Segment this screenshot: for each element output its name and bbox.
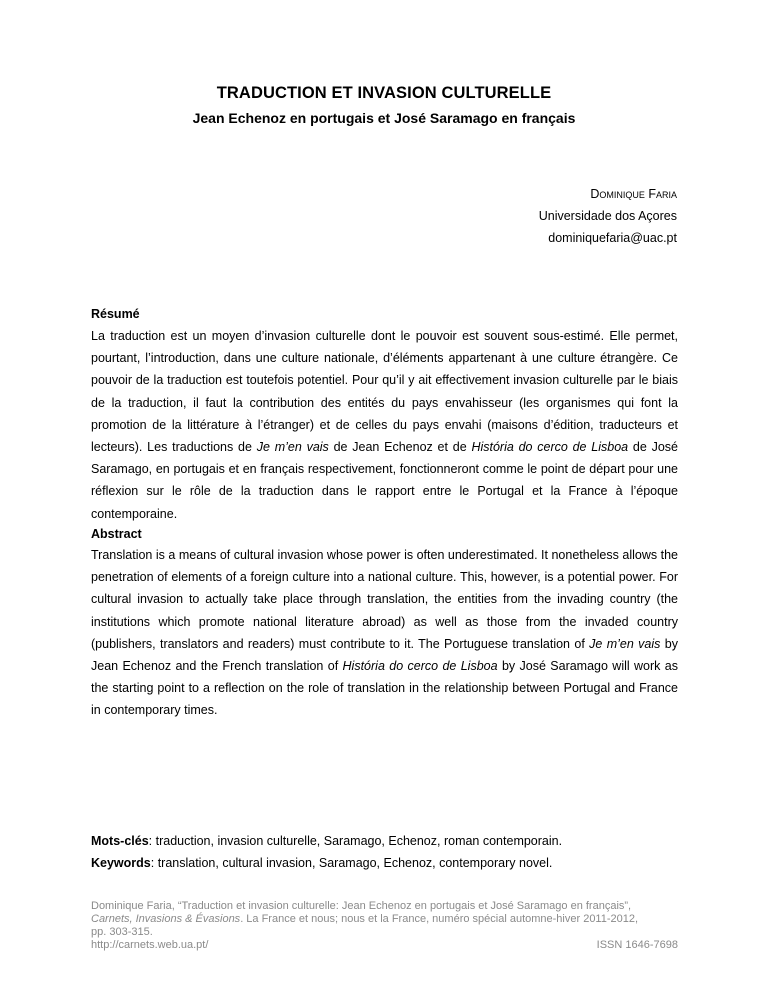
- author-email: dominiquefaria@uac.pt: [548, 231, 677, 245]
- footer-url[interactable]: http://carnets.web.ua.pt/: [91, 939, 209, 951]
- keywords-en-values: : translation, cultural invasion, Saramago, Echenoz, contemporary novel.: [150, 856, 553, 870]
- author-name: Dominique Faria: [590, 187, 677, 201]
- author-block: [539, 183, 677, 249]
- abstract-heading: Abstract: [91, 527, 142, 541]
- footer-journal-line: [91, 913, 678, 926]
- resume-book-title-b: História do cerco de Lisboa: [471, 440, 629, 455]
- footer-citation: Dominique Faria, “Traduction et invasion culturelle: Jean Echenoz en portugais et José Saramago en français”,: [91, 900, 632, 912]
- keywords-fr: [91, 830, 562, 852]
- resume-text-3: de José Saramago, en portugais et en français respectivement, fonctionneront comme le point de départ pour une réflexion sur le rôle de la traduction dans le rapport entre le Portugal et la France à l’époque contemporaine.: [91, 440, 678, 521]
- resume-paragraph: [91, 325, 678, 525]
- keywords-en-label: Keywords: [91, 856, 151, 870]
- footer-journal: Carnets, Invasions & Évasions: [91, 913, 241, 925]
- abstract-text-1: Translation is a means of cultural invasion whose power is often underestimated. It nonetheless allows the penetration of elements of a foreign culture into a national culture. This, however, is a potential power. For cultural invasion to actually take place through translation, the entities from the invading country (the institutions which promote national literature abroad) as well as those from the invaded country (publishers, translators and readers) must contribute to it. The Portuguese translation of: [91, 548, 678, 651]
- paper-title: TRADUCTION ET INVASION CULTURELLE: [216, 84, 552, 102]
- keywords-en: [91, 852, 552, 874]
- footer-issn: ISSN 1646-7698: [596, 939, 678, 951]
- keywords-fr-label: Mots-clés: [91, 834, 149, 848]
- resume-book-title-a: Je m’en vais: [256, 440, 329, 455]
- author-affiliation: Universidade dos Açores: [538, 209, 677, 223]
- resume-text-1: La traduction est un moyen d’invasion culturelle dont le pouvoir est souvent sous-estimé. Elle permet, pourtant, l’introduction, dans une culture nationale, d’éléments appartenant à une culture étrangère. Ce pouvoir de la traduction est toutefois potentiel. Pour qu’il y ait effectivement invasion culturelle par le biais de la traduction, il faut la contribution des entités du pays envahisseur (les organismes qui font la promotion de la littérature à l’étranger) et de celles du pays envahi (maisons d’édition, traducteurs et lecteurs). Les traductions de: [91, 329, 678, 455]
- resume-heading: Résumé: [91, 307, 140, 321]
- abstract-text-2: by Jean Echenoz and the French translation of: [91, 636, 678, 674]
- abstract-text-3: by José Saramago will work as the starting point to a reflection on the role of translation in the relationship between Portugal and France in contemporary times.: [91, 659, 678, 718]
- keywords-fr-values: : traduction, invasion culturelle, Saramago, Echenoz, roman contemporain.: [148, 834, 563, 848]
- page-footer: [91, 900, 678, 952]
- abstract-paragraph: [91, 544, 678, 722]
- paper-subtitle: Jean Echenoz en portugais et José Saramago en français: [192, 110, 576, 126]
- abstract-book-title-b: História do cerco de Lisboa: [342, 659, 498, 674]
- footer-pages: pp. 303-315.: [91, 926, 153, 938]
- abstract-book-title-a: Je m’en vais: [589, 636, 661, 651]
- resume-text-2: de Jean Echenoz et de: [328, 440, 472, 455]
- footer-bottom-row: [91, 939, 678, 952]
- footer-issue: . La France et nous; nous et la France, numéro spécial automne-hiver 2011-2012,: [240, 913, 639, 925]
